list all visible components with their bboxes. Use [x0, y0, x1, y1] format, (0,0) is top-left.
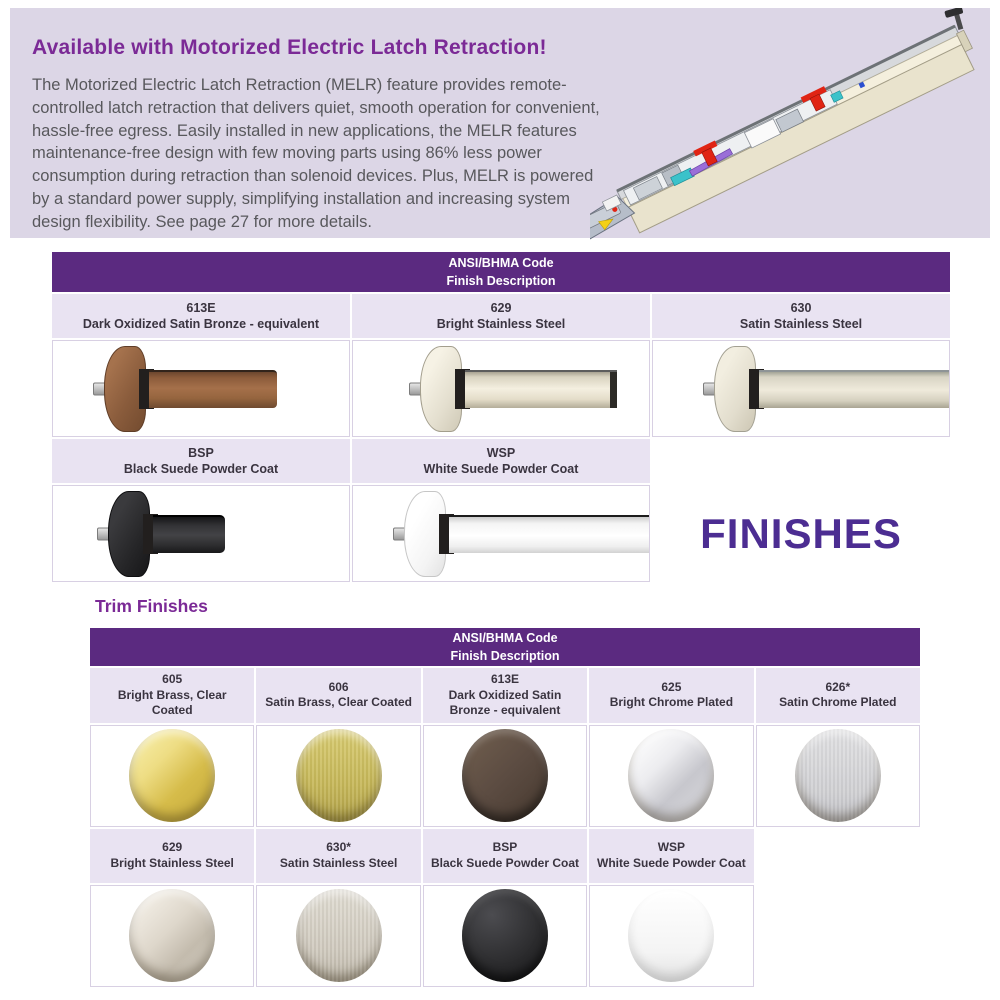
device-image-WSP	[352, 485, 650, 582]
device-finish-table	[52, 252, 950, 582]
push-bar	[153, 515, 225, 553]
finish-code: 626*	[825, 679, 851, 694]
finish-name: Dark Oxidized Satin Bronze - equivalent	[82, 317, 320, 331]
finish-name: Satin Stainless Steel	[739, 317, 863, 331]
push-bar	[149, 370, 277, 408]
finish-code: 630	[790, 300, 812, 315]
finish-code: WSP	[486, 445, 516, 460]
swatch-dark-bronze	[462, 729, 548, 822]
finishes-heading: FINISHES	[652, 485, 950, 582]
empty-cell	[652, 439, 950, 483]
trim-finish-table	[90, 628, 920, 987]
swatch-satin-brass	[296, 729, 382, 822]
label-605	[90, 668, 254, 723]
header-line2: Finish Description	[450, 648, 560, 663]
finish-code: 605	[162, 672, 183, 686]
finish-code: 629	[490, 300, 512, 315]
label-626	[756, 668, 920, 723]
label-WSP	[352, 439, 650, 483]
swatch-satin-stainless	[296, 889, 382, 982]
swatch-bright-chrome	[628, 729, 714, 822]
swatch-cell-613E	[423, 725, 587, 827]
push-bar-satin-stainless	[703, 343, 949, 435]
push-bar-black	[97, 488, 343, 580]
push-bar	[449, 515, 650, 553]
trim-table-header	[90, 628, 920, 666]
device-label-row-1	[52, 294, 950, 338]
swatch-bright-stainless	[129, 889, 215, 982]
finish-code: 613E	[186, 300, 216, 315]
header-line2: Finish Description	[446, 273, 556, 288]
finish-name: Satin Chrome Plated	[779, 695, 897, 710]
finish-name: Bright Chrome Plated	[609, 695, 734, 710]
finish-name: Satin Brass, Clear Coated	[265, 695, 412, 710]
trim-swatch-row-1	[90, 725, 920, 827]
device-label-row-2	[52, 439, 950, 483]
swatch-cell-WSP	[589, 885, 753, 987]
label-WSP-trim	[589, 829, 753, 883]
melr-banner	[10, 8, 990, 238]
trim-label-row-2	[90, 829, 920, 883]
push-bar-bright-stainless	[409, 343, 643, 435]
header-line1: ANSI/BHMA Code	[452, 630, 558, 645]
swatch-cell-BSP	[423, 885, 587, 987]
label-BSP-trim	[423, 829, 587, 883]
device-image-row-1	[52, 340, 950, 437]
finish-code: 630*	[326, 840, 351, 855]
swatch-satin-chrome	[795, 729, 881, 822]
exit-device-illustration	[590, 8, 990, 243]
label-613E	[52, 294, 350, 338]
finish-code: BSP	[492, 840, 518, 855]
finish-name: Satin Stainless Steel	[279, 855, 398, 870]
finish-code: 613E	[490, 672, 519, 686]
trim-label-row-1	[90, 668, 920, 723]
label-629-trim	[90, 829, 254, 883]
trim-finishes-heading: Trim Finishes	[95, 596, 208, 616]
swatch-cell-605	[90, 725, 254, 827]
finish-name: Bright Stainless Steel	[110, 855, 234, 870]
push-bar-white	[393, 488, 649, 580]
push-bar	[465, 370, 617, 408]
banner-title: Available with Motorized Electric Latch Retraction!	[32, 36, 547, 59]
finish-name: Bright Brass, Clear Coated	[117, 687, 227, 718]
device-table-header	[52, 252, 950, 292]
push-bar-bronze	[93, 343, 343, 435]
swatch-cell-626	[756, 725, 920, 827]
finish-name: Black Suede Powder Coat	[123, 462, 279, 476]
device-image-613E	[52, 340, 350, 437]
label-630	[652, 294, 950, 338]
label-606	[256, 668, 420, 723]
device-image-630	[652, 340, 950, 437]
finish-name: Bright Stainless Steel	[436, 317, 566, 331]
trim-swatch-row-2	[90, 885, 920, 987]
swatch-cell-629	[90, 885, 254, 987]
label-630-trim	[256, 829, 420, 883]
finish-code: WSP	[657, 840, 686, 855]
finish-name: White Suede Powder Coat	[423, 462, 579, 476]
finish-name: Dark Oxidized Satin Bronze - equivalent	[448, 687, 562, 718]
banner-body-text: The Motorized Electric Latch Retraction (MELR) feature provides remote-controlled latch retraction that delivers quiet, smooth operation for convenient, hassle-free egress. Easily installed in new applications, the MELR features maintenance-free design with few moving parts using 86% less power consumption during retraction than solenoid devices. Plus, MELR is powered by a standard power supply, simplifying installation and increasing system design flexibility. See page 27 for more details.	[32, 76, 600, 231]
swatch-cell-630	[256, 885, 420, 987]
finish-name: White Suede Powder Coat	[597, 855, 746, 870]
device-image-row-2	[52, 485, 950, 582]
swatch-black-suede	[462, 889, 548, 982]
finish-code: 625	[661, 679, 682, 694]
finish-code: BSP	[188, 445, 214, 460]
swatch-white-suede	[628, 889, 714, 982]
finish-name: Black Suede Powder Coat	[430, 855, 579, 870]
label-BSP	[52, 439, 350, 483]
label-613E-trim	[423, 668, 587, 723]
swatch-cell-606	[256, 725, 420, 827]
swatch-bright-brass	[129, 729, 215, 822]
finish-code: 629	[162, 840, 183, 855]
label-629	[352, 294, 650, 338]
finish-code: 606	[328, 679, 349, 694]
device-image-629	[352, 340, 650, 437]
device-image-BSP	[52, 485, 350, 582]
label-625	[589, 668, 753, 723]
header-line1: ANSI/BHMA Code	[448, 255, 554, 270]
swatch-cell-625	[589, 725, 753, 827]
push-bar	[759, 370, 950, 408]
